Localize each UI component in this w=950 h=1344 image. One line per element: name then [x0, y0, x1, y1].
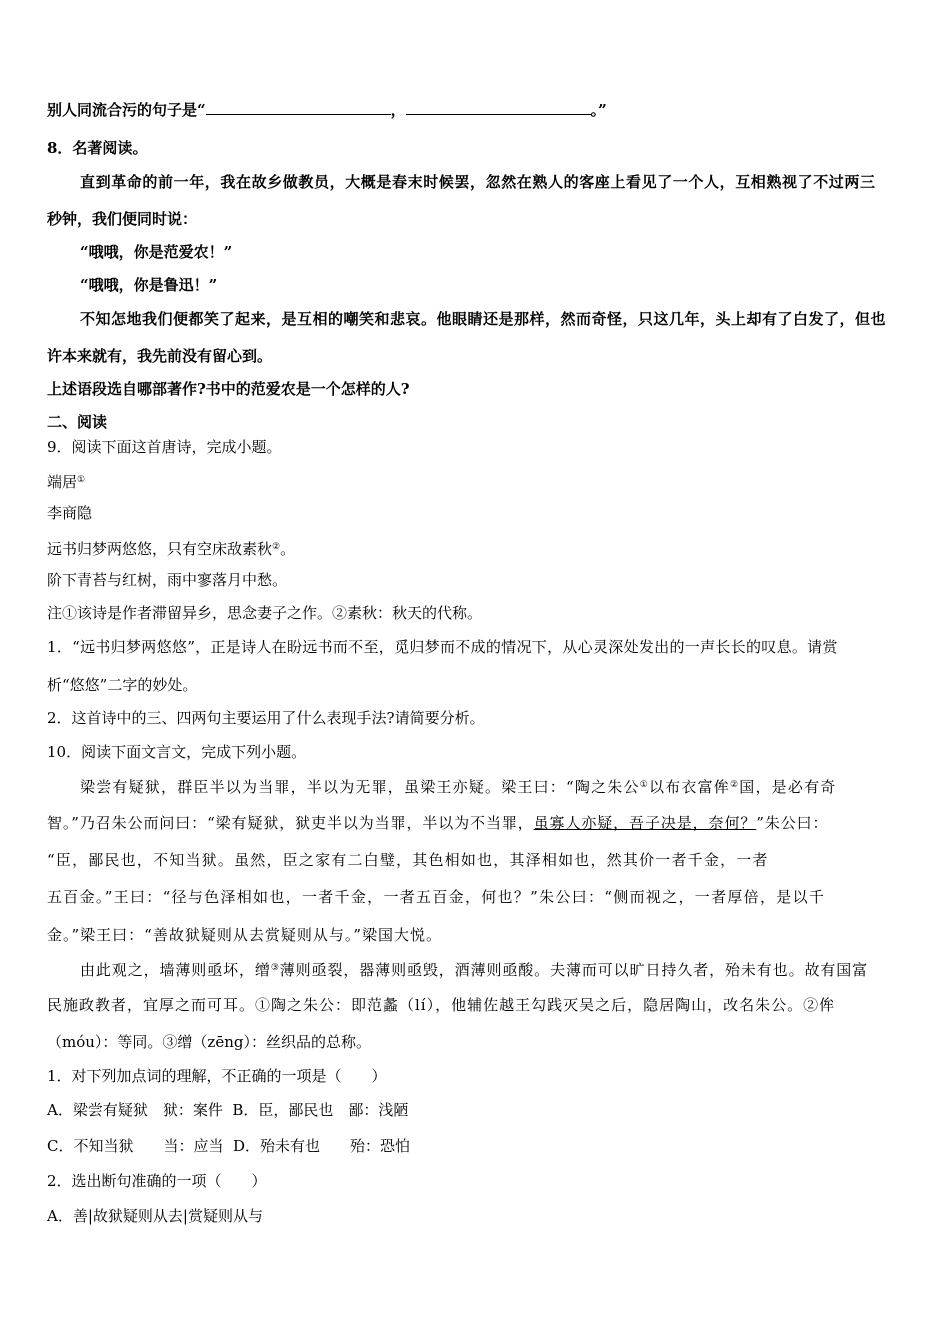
option-d[interactable]: D．殆未有也 殆：恐怕: [233, 1137, 411, 1155]
poem-title-text: 端居: [47, 473, 78, 491]
q10-line-6: [80, 958, 910, 980]
q10-line-1-c: 国，是必有奇: [739, 778, 837, 796]
q10-sub2: 2．选出断句准确的一项（ ）: [47, 1172, 267, 1190]
q9-sub2: 2．这首诗中的三、四两句主要运用了什么表现手法?请简要分析。: [47, 709, 485, 727]
note-mark-2: ②: [729, 780, 740, 790]
q9-poem-line-1: [47, 537, 910, 559]
q10-line-4: 五百金。”王曰：“径与色泽相如也，一者千金，一者五百金，何也？”朱公曰：“侧而视之，一者厚倍，是以千: [47, 888, 826, 906]
q10-line-6-b: 薄则亟裂，器薄则亟毁，酒薄则亟酸。夫薄而可以旷日持久者，殆未有也。故有国富: [279, 961, 869, 979]
q8-para1-a: 直到革命的前一年，我在故乡做教员，大概是春末时候罢，忽然在熟人的客座上看见了一个人，互相熟视了不过两三: [80, 173, 876, 191]
q7-prefix: 别人同流合污的句子是“: [47, 101, 206, 119]
q9-title: 9．阅读下面这首唐诗，完成小题。: [47, 438, 282, 456]
q8-question: 上述语段选自哪部著作?书中的范爱农是一个怎样的人?: [47, 380, 410, 398]
answer-blank-2[interactable]: [406, 100, 591, 115]
q10-sub1-options-ab: [47, 1100, 910, 1120]
q9-sub1-b: 析“悠悠”二字的妙处。: [47, 676, 198, 694]
option-b[interactable]: B．臣，鄙民也 鄙：浅陋: [232, 1101, 409, 1119]
option-a[interactable]: A．梁尝有疑狱 狱：案件: [47, 1101, 223, 1119]
q9-poem-line-2: 阶下青苔与红树，雨中寥落月中愁。: [47, 571, 288, 589]
q9-poem-title: [47, 470, 910, 492]
poem-line-1-mark: ②: [272, 542, 281, 552]
answer-blank-1[interactable]: [206, 100, 391, 115]
q10-title: 10．阅读下面文言文，完成下列小题。: [47, 743, 307, 761]
q10-line-1-b: 以布衣富侔: [648, 778, 730, 796]
q10-line-2: [47, 813, 910, 833]
q9-author: 李商隐: [47, 504, 93, 522]
q10-line-2-b: ”朱公曰：: [756, 814, 829, 832]
q10-sub1: 1．对下列加点词的理解，不正确的一项是（ ）: [47, 1067, 387, 1085]
q10-line-5: 金。”梁王曰：“善故狱疑则从去赏疑则从与。”梁国大悦。: [47, 926, 443, 944]
q7-suffix: 。”: [590, 101, 607, 119]
q8-dialogue-1: “哦哦，你是范爱农！”: [80, 243, 233, 261]
q8-para2-a: 不知怎地我们便都笑了起来，是互相的嘲笑和悲哀。他眼睛还是那样，然而奇怪，只这几年，头上却有了白发了，但也: [80, 310, 887, 328]
q9-note: 注①该诗是作者滞留异乡，思念妻子之作。②素秋：秋天的代称。: [47, 604, 483, 622]
q8-para1-b: 秒钟，我们便同时说：: [47, 210, 198, 228]
q10-line-6-a: 由此观之，墙薄则亟坏，缯: [80, 961, 271, 979]
q10-line-3: “臣，鄙民也，不知当狱。虽然，臣之家有二白璧，其色相如也，其泽相如也，然其价一者千金，一者: [47, 851, 769, 869]
note-mark-3: ③: [270, 963, 280, 973]
q10-line-1-a: 梁尝有疑狱，群臣半以为当罪，半以为无罪，虽梁王亦疑。梁王曰：“陶之朱公: [80, 778, 640, 796]
q9-sub1-a: 1．“远书归梦两悠悠”，正是诗人在盼远书而不至，觅归梦而不成的情况下，从心灵深处发出的一声长长的叹息。请赏: [47, 638, 838, 656]
option-c[interactable]: C．不知当狱 当：应当: [47, 1137, 224, 1155]
q10-line-1: [80, 775, 910, 797]
q10-sub1-options-cd: [47, 1136, 910, 1156]
q8-title: 8．名著阅读。: [47, 139, 148, 157]
section-2-heading: 二、阅读: [47, 413, 108, 431]
poem-line-1-end: 。: [280, 540, 296, 558]
poem-line-1-text: 远书归梦两悠悠，只有空床敌素秋: [47, 540, 273, 558]
q10-sub2-option-a[interactable]: A．善|故狱疑则从去|赏疑则从与: [47, 1207, 263, 1225]
q7-sep: ，: [390, 101, 406, 119]
q8-dialogue-2: “哦哦，你是鲁迅！”: [80, 276, 218, 294]
q8-para2-b: 许本来就有，我先前没有留心到。: [47, 347, 273, 365]
q7-tail-line: [47, 100, 910, 120]
q10-line-7: 民施政教者，宜厚之而可耳。①陶之朱公：即范蠡（lí），他辅佐越王勾践灭吴之后，隐居陶山，改名朱公。②侔: [47, 996, 836, 1014]
poem-note-mark: ①: [77, 475, 86, 485]
note-mark-1: ①: [639, 780, 649, 790]
q10-line-8: （móu）：等同。③缯（zēng）：丝织品的总称。: [47, 1033, 371, 1051]
q10-line-2-a: 智。”乃召朱公而问曰：“梁有疑狱，狱吏半以为当罪，半以为不当罪，: [47, 814, 534, 832]
underlined-sentence: 虽寡人亦疑，吾子决是，奈何？: [533, 814, 757, 832]
